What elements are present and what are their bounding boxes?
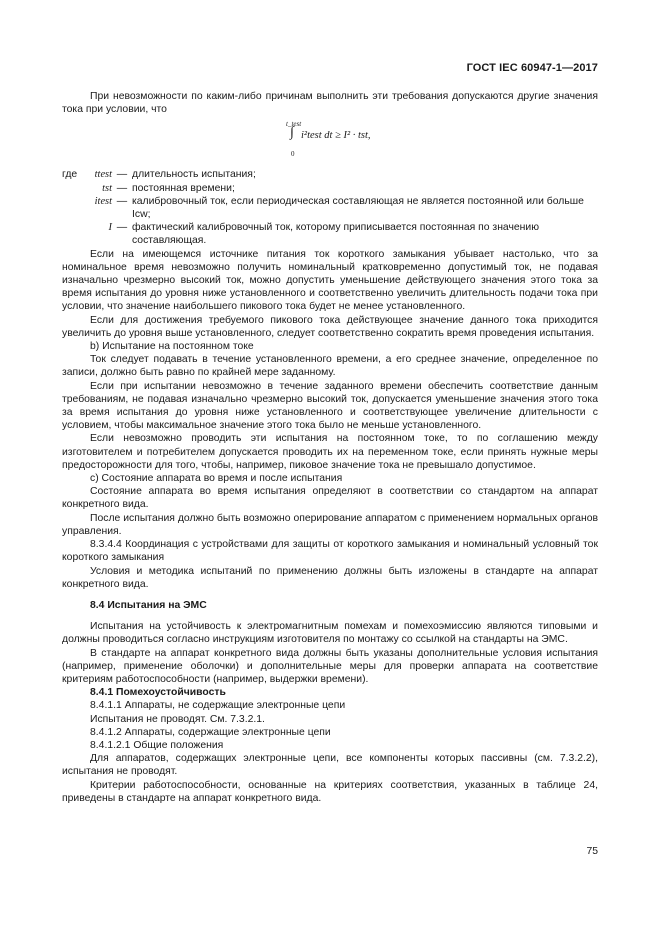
list-heading-b: b) Испытание на постоянном токе: [90, 341, 254, 353]
definition-dash: —: [116, 222, 128, 234]
clause-8-3-4-4: 8.3.4.4 Координация с устройствами для защиты от короткого замыкания и номинальный условный ток короткого замыкания: [62, 539, 598, 564]
intro-paragraph: При невозможности по каким-либо причинам выполнить эти требования допускаются другие значения тока при условии, что: [62, 91, 598, 116]
definition-text: постоянная времени;: [132, 182, 235, 194]
paragraph: Если для достижения требуемого пикового тока действующее значение данного тока приходится увеличить до уровня выше установленного, следует соответственно сократить время проведения испытания.: [62, 314, 598, 339]
subsection-heading: 8.4.1 Помехоустойчивость: [90, 687, 226, 699]
where-label: где: [62, 169, 78, 181]
section-paragraph: В стандарте на аппарат конкретного вида должны быть указаны дополнительные условия испытания (например, применение оболочки) и дополнительные меры для проверки аппарата на соответствие критериям работоспособности (например, выдержки времени).: [62, 647, 598, 685]
definition-item: [62, 182, 598, 195]
definition-text: калибровочный ток, если периодическая составляющая не является постоянной или больше Icw;: [132, 195, 584, 221]
document-header: ГОСТ IEC 60947-1—2017: [466, 62, 598, 74]
definition-item: [62, 221, 598, 247]
closing-paragraph: Критерии работоспособности, основанные на критериях соответствия, указанных в таблице 24, приведены в стандарте на аппарат конкретного вида.: [62, 779, 598, 804]
formula-lower-limit: 0: [291, 150, 295, 159]
paragraph: После испытания должно быть возможно оперирование аппаратом с применением нормальных органов управления.: [62, 512, 598, 537]
definition-item: [62, 195, 598, 221]
sub-item: 8.4.1.2 Аппараты, содержащие электронные цепи: [90, 726, 331, 738]
definition-text: фактический калибровочный ток, которому приписывается постоянная по значению составляющая.: [132, 222, 540, 247]
definition-dash: —: [116, 195, 128, 207]
definition-text: длительность испытания;: [132, 169, 256, 181]
paragraph: Состояние аппарата во время испытания определяют в соответствии со стандартом на аппарат конкретного вида.: [62, 486, 598, 511]
definitions-list: [62, 168, 598, 247]
section-paragraph: Испытания на устойчивость к электромагнитным помехам и помехоэмиссию являются типовыми и должны проводиться согласно инструкциям изготовителя по монтажу со ссылкой на стандарты на ЭМС.: [62, 621, 598, 646]
definition-dash: —: [116, 182, 128, 194]
integral-sign: ∫: [290, 125, 294, 141]
definition-symbol: I: [108, 222, 112, 234]
list-heading-c: c) Состояние аппарата во время и после испытания: [90, 473, 343, 485]
paragraph: Если при испытании невозможно в течение заданного времени обеспечить соответствие данным требованиям, не подавая изначально чрезмерно высокий ток, допускается уменьшение значения этого тока за время испытания до уровня ниже установленного и соответствующее увеличение длительности с условием, чтобы максимальное значение этого тока было не меньше установленного.: [62, 380, 598, 432]
section-heading: 8.4 Испытания на ЭМС: [90, 599, 207, 611]
closing-paragraph: Для аппаратов, содержащих электронные цепи, все компоненты которых пассивны (см. 7.3.2.2), испытания не проводят.: [62, 753, 598, 778]
sub-item: 8.4.1.1 Аппараты, не содержащие электронные цепи: [90, 700, 346, 712]
sub-item: Испытания не проводят. См. 7.3.2.1.: [90, 713, 265, 725]
formula-expression: i²test dt ≥ I² · tst,: [301, 130, 371, 142]
sub-item: 8.4.1.2.1 Общие положения: [90, 739, 224, 751]
definition-dash: —: [116, 169, 128, 181]
paragraph: Если на имеющемся источнике питания ток короткого замыкания убывает настолько, что за номинальное время невозможно получить номинальный кратковременно допустимый ток, не подавая изначально чрезмерно высокий ток, можно допустить уменьшение действующего значения этого тока за время испытания до уровня ниже установленного и соответственно увеличить длительность подачи тока при условии, что значение наибольшего пикового тока будет не менее установленного.: [62, 248, 598, 313]
integral-formula: [62, 118, 598, 162]
document-body: [62, 90, 598, 805]
definition-item: [62, 168, 598, 181]
formula-upper-limit: t_test: [286, 120, 302, 129]
definition-symbol: ttest: [94, 169, 112, 181]
definition-symbol: tst: [102, 182, 112, 194]
paragraph: Условия и методика испытаний по применению должны быть изложены в стандарте на аппарат конкретного вида.: [62, 565, 598, 590]
definition-symbol: itest: [94, 195, 112, 207]
paragraph: Если невозможно проводить эти испытания на постоянном токе, то по соглашению между изготовителем и потребителем допускается проводить их на переменном токе, если принять нужные меры предосторожности для того, чтобы, например, пиковое значение тока не превышало допустимое.: [62, 433, 598, 471]
paragraph: Ток следует подавать в течение установленного времени, а его среднее значение, определенное по записи, должно быть равно по крайней мере заданному.: [62, 354, 598, 379]
page-number: 75: [586, 846, 598, 857]
